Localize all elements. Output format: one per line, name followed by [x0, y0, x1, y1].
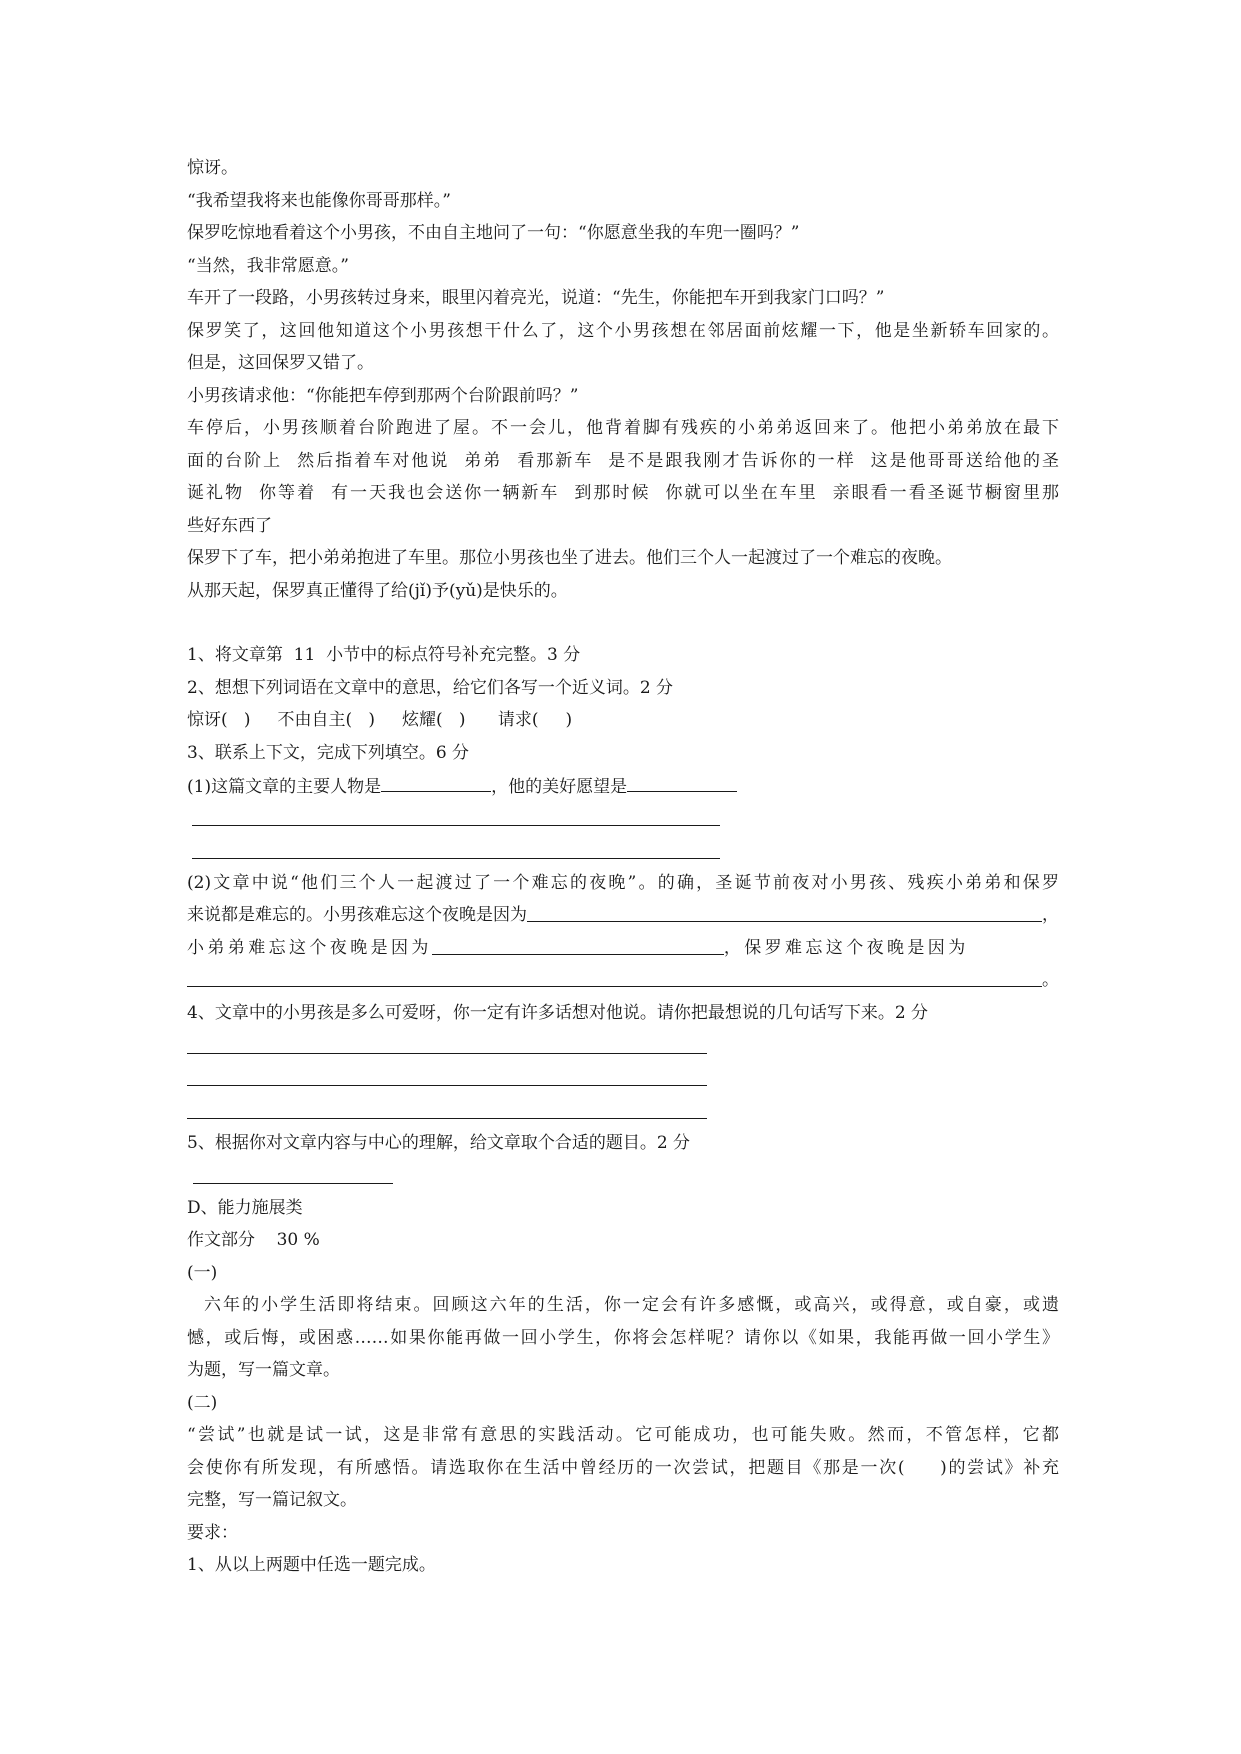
part-2-label: (二): [187, 1392, 218, 1413]
requirements-label: 要求：: [187, 1522, 238, 1543]
question-3-2-text: 小弟弟难忘这个夜晚是因为: [187, 937, 432, 958]
answer-blank[interactable]: [381, 769, 491, 792]
story-paragraph: 但是，这回保罗又错了。: [187, 353, 374, 373]
question-3-2: (2)文章中说“他们三个人一起渡过了一个难忘的夜晚”。的确，圣诞节前夜对小男孩、残疾小弟弟和保罗: [187, 872, 1059, 893]
question-3-2-text: ，保罗难忘这个夜晚是因为: [723, 937, 969, 958]
story-paragraph: 惊讶。: [187, 158, 238, 178]
answer-line[interactable]: [187, 802, 1059, 835]
question-5: 5、根据你对文章内容与中心的理解，给文章取个合适的题目。2 分: [187, 1132, 691, 1153]
story-paragraph: “我希望我将来也能像你哥哥那样。”: [187, 190, 451, 211]
document-page: [187, 152, 1059, 1582]
answer-blank[interactable]: [187, 964, 1042, 987]
question-3-2-line-d: [187, 964, 1059, 997]
spacer: [187, 607, 1059, 639]
part-2-text: 会使你有所发现，有所感悟。请选取你在生活中曾经历的一次尝试，把题目《那是一次( )的尝试》补充: [187, 1457, 1059, 1478]
answer-blank[interactable]: [432, 932, 724, 955]
part-1-text: 憾，或后悔，或困惑……如果你能再做一回小学生，你将会怎样呢？请你以《如果，我能再做一回小学生》: [187, 1327, 1059, 1348]
story-paragraph: 小男孩请求他：“你能把车停到那两个台阶跟前吗？”: [187, 385, 579, 406]
part-2-text: 完整，写一篇记叙文。: [187, 1490, 357, 1510]
story-paragraph: 面的台阶上 然后指着车对他说 弟弟 看那新车 是不是跟我刚才告诉你的一样 这是他哥哥送给他的圣: [187, 450, 1059, 471]
question-4: 4、文章中的小男孩是多么可爱呀，你一定有许多话想对他说。请你把最想说的几句话写下来。2 分: [187, 1002, 929, 1023]
answer-blank[interactable]: [627, 769, 737, 792]
question-3-1-text-b: ，他的美好愿望是: [491, 777, 628, 797]
question-2: 2、想想下列词语在文章中的意思，给它们各写一个近义词。2 分: [187, 677, 674, 698]
answer-line[interactable]: [187, 1094, 1059, 1127]
story-paragraph: 保罗笑了，这回他知道这个小男孩想干什么了，这个小男孩想在邻居面前炫耀一下，他是坐新轿车回家的。: [187, 320, 1059, 341]
story-paragraph: 些好东西了: [187, 515, 272, 536]
question-2-words: 惊讶( ) 不由自主( ) 炫耀( ) 请求( ): [187, 710, 573, 730]
story-paragraph: 从那天起，保罗真正懂得了给(jǐ)予(yǔ)是快乐的。: [187, 580, 568, 601]
part-2-text: “尝试”也就是试一试，这是非常有意思的实践活动。它可能成功，也可能失败。然而，不管怎样，它都: [187, 1425, 1059, 1445]
period: 。: [1042, 970, 1059, 990]
question-3-1-text-a: (1)这篇文章的主要人物是: [187, 777, 382, 797]
story-paragraph: 车开了一段路，小男孩转过身来，眼里闪着亮光，说道：“先生，你能把车开到我家门口吗？”: [187, 288, 885, 308]
question-3-2-line-c: [187, 932, 1059, 965]
comma: ，: [1042, 905, 1059, 925]
part-1-text: 为题，写一篇文章。: [187, 1360, 340, 1380]
question-3-2-line-b: [187, 899, 1059, 932]
question-3: 3、联系上下文，完成下列填空。6 分: [187, 742, 470, 763]
requirement-1: 1、从以上两题中任选一题完成。: [187, 1555, 436, 1575]
answer-line[interactable]: [187, 834, 1059, 867]
answer-line[interactable]: [187, 1062, 1059, 1095]
question-3-2-text: 来说都是难忘的。小男孩难忘这个夜晚是因为: [187, 905, 527, 925]
story-paragraph: “当然，我非常愿意。”: [187, 255, 349, 276]
answer-line[interactable]: [187, 1159, 1059, 1192]
part-1-text: 六年的小学生活即将结束。回顾这六年的生活，你一定会有许多感慨，或高兴，或得意，或自豪，或遗: [204, 1295, 1059, 1315]
answer-line[interactable]: [187, 1029, 1059, 1062]
section-d-subtitle: 作文部分 30 %: [187, 1230, 320, 1250]
story-paragraph: 车停后，小男孩顺着台阶跑进了屋。不一会儿，他背着脚有残疾的小弟弟返回来了。他把小弟弟放在最下: [187, 418, 1059, 438]
story-paragraph: 保罗下了车，把小弟弟抱进了车里。那位小男孩也坐了进去。他们三个人一起渡过了一个难忘的夜晚。: [187, 548, 952, 568]
question-3-1: [187, 769, 1059, 802]
story-paragraph: 诞礼物 你等着 有一天我也会送你一辆新车 到那时候 你就可以坐在车里 亲眼看一看圣诞节橱窗里那: [187, 483, 1059, 503]
answer-blank[interactable]: [527, 899, 1042, 922]
section-d-title: D、能力施展类: [187, 1197, 303, 1218]
part-1-label: (一): [187, 1262, 218, 1283]
story-paragraph: 保罗吃惊地看着这个小男孩，不由自主地问了一句：“你愿意坐我的车兜一圈吗？”: [187, 223, 800, 243]
question-1: 1、将文章第 11 小节中的标点符号补充完整。3 分: [187, 645, 581, 665]
